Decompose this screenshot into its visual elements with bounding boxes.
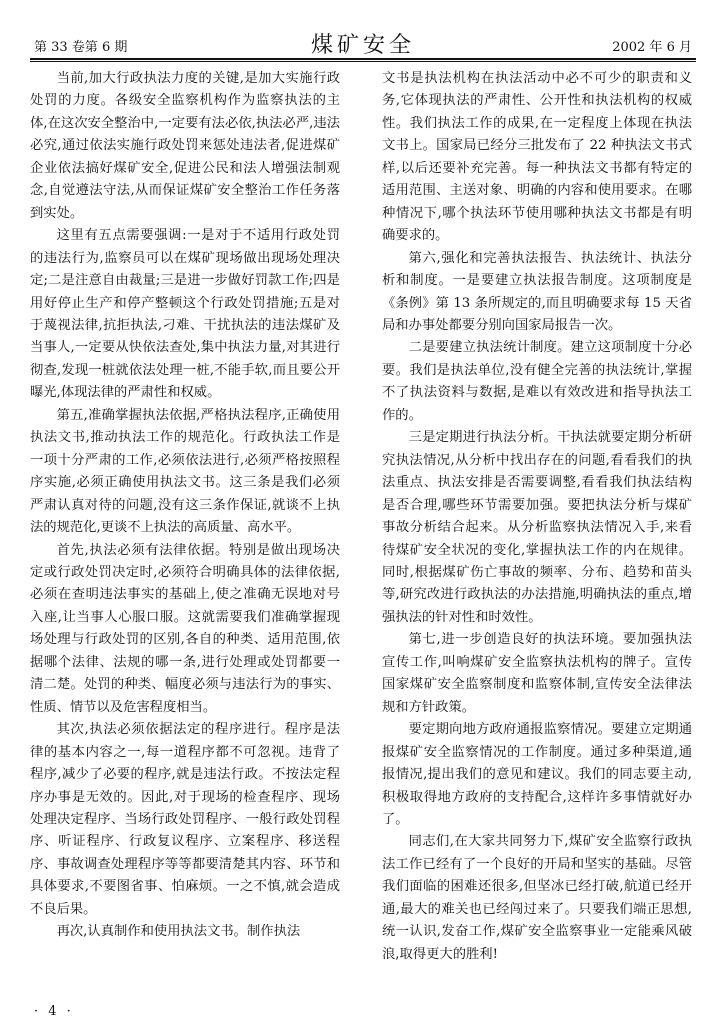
- paragraph: 当前,加大行政执法力度的关键,是加大实施行政处罚的力度。各级安全监察机构作为监察执法的主体,在这次安全整治中,一定要有法必依,执法必严,违法必究,通过依法实施行政处罚来惩处违法者,促进煤矿企业依法搞好煤矿安全,促进公民和法人增强法制观念,自觉遵法守法,从而保证煤矿安全整治工作任务落到实处。: [30, 71, 340, 221]
- header-rule-thin: [30, 61, 696, 62]
- paragraph: 第七,进一步创造良好的执法环境。要加强执法宣传工作,叫响煤矿安全监察执法机构的牌子。宣传国家煤矿安全监察制度和监察体制,宣传安全法律法规和方针政策。: [382, 632, 692, 715]
- paragraph: 第六,强化和完善执法报告、执法统计、执法分析和制度。一是要建立执法报告制度。这项制度是《条例》第 13 条所规定的,而且明确要求每 15 天省局和办事处都要分别向国家局报告一次。: [382, 250, 692, 333]
- paragraph: 三是定期进行执法分析。干执法就要定期分析研究执法情况,从分析中找出存在的问题,看看我们的执法重点、执法安排是否需要调整,看看我们执法结构是否合理,哪些环节需要加强。要把执法分析与煤矿事故分析结合起来。从分析监察执法情况入手,来看待煤矿安全状况的变化,掌握执法工作的内在规律。同时,根据煤矿伤亡事故的频率、分布、趋势和苗头等,研究改进行政执法的办法措施,明确执法的重点,增强执法的针对性和时效性。: [382, 430, 692, 625]
- page-number: · 4 ·: [34, 1004, 74, 1019]
- journal-title: 煤矿安全: [310, 33, 415, 58]
- paragraph: 同志们,在大家共同努力下,煤矿安全监察行政执法工作已经有了一个良好的开局和坚实的基础。尽管我们面临的困难还很多,但坚冰已经打破,航道已经开通,最大的难关也已经闯过来了。只要我们端正思想,统一认识,发奋工作,煤矿安全监察事业一定能乘风破浪,取得更大的胜利!: [382, 834, 692, 962]
- paragraph: 再次,认真制作和使用执法文书。制作执法: [56, 924, 301, 940]
- issue-date: 2002 年 6 月: [612, 40, 692, 55]
- paragraph: 要定期向地方政府通报监察情况。要建立定期通报煤矿安全监察情况的工作制度。通过多种渠道,通报情况,提出我们的意见和建议。我们的同志要主动,积极取得地方政府的支持配合,这样许多事情就好办了。: [382, 722, 692, 827]
- paragraph: 首先,执法必须有法律依据。特别是做出现场决定或行政处罚决定时,必须符合明确具体的法律依据,必须在查明违法事实的基础上,使之准确无误地对号入座,让当事人心服口服。这就需要我们准确掌握现场处理与行政处罚的区别,各自的种类、适用范围,依据哪个法律、法规的哪一条,进行处理或处罚都要一清二楚。处罚的种类、幅度必须与违法行为的事实、性质、情节以及危害程度相当。: [30, 542, 340, 715]
- header-rule-thick: [30, 58, 696, 60]
- page-header: [34, 28, 692, 58]
- left-column: [30, 68, 340, 998]
- paragraph: 其次,执法必须依据法定的程序进行。程序是法律的基本内容之一,每一道程序都不可忽视。违背了程序,减少了必要的程序,就是违法行政。不按法定程序办事是无效的。因此,对于现场的检查程序、现场处理决定程序、当场行政处罚程序、一般行政处罚程序、听证程序、行政复议程序、立案程序、移送程序、事故调查处理程序等等都要清楚其内容、环节和具体要求,不要图省事、怕麻烦。一之不慎,就会造成不良后果。: [30, 722, 340, 917]
- paragraph: 第五,准确掌握执法依据,严格执法程序,正确使用执法文书,推动执法工作的规范化。行政执法工作是一项十分严肃的工作,必须依法进行,必须严格按照程序实施,必须正确使用执法文书。这三条是我们必须严肃认真对待的问题,没有这三条作保证,就谈不上执法的规范化,更谈不上执法的高质量、高水平。: [30, 407, 340, 536]
- paragraph: 这里有五点需要强调:一是对于不适用行政处罚的违法行为,监察员可以在煤矿现场做出现场处理决定;二是注意自由裁量;三是进一步做好罚款工作;四是用好停止生产和停产整顿这个行政处罚措施;五是对于蔑视法律,抗拒执法,刁难、干扰执法的违法煤矿及当事人,一定要从快依法查处,集中执法力量,对其进行彻查,发现一桩就依法处理一桩,不能手软,而且要公开曝光,体现法律的严肃性和权威。: [30, 228, 340, 401]
- issue-label: 第 33 卷第 6 期: [34, 40, 128, 55]
- paragraph-continued: 文书是执法机构在执法活动中必不可少的职责和义务,它体现执法的严肃性、公开性和执法机构的权威性。我们执法工作的成果,在一定程度上体现在执法文书上。国家局已经分三批发布了 22 种执法文书式样,以后还要补充完善。每一种执法文书都有特定的适用范围、主送对象、明确的内容和使用要求。在哪种情况下,哪个执法环节使用哪种执法文书都是有明确要求的。: [382, 71, 692, 244]
- paragraph: 二是要建立执法统计制度。建立这项制度十分必要。我们是执法单位,没有健全完善的执法统计,掌握不了执法资料与数据,是难以有效改进和指导执法工作的。: [382, 340, 692, 423]
- right-column: [382, 68, 692, 998]
